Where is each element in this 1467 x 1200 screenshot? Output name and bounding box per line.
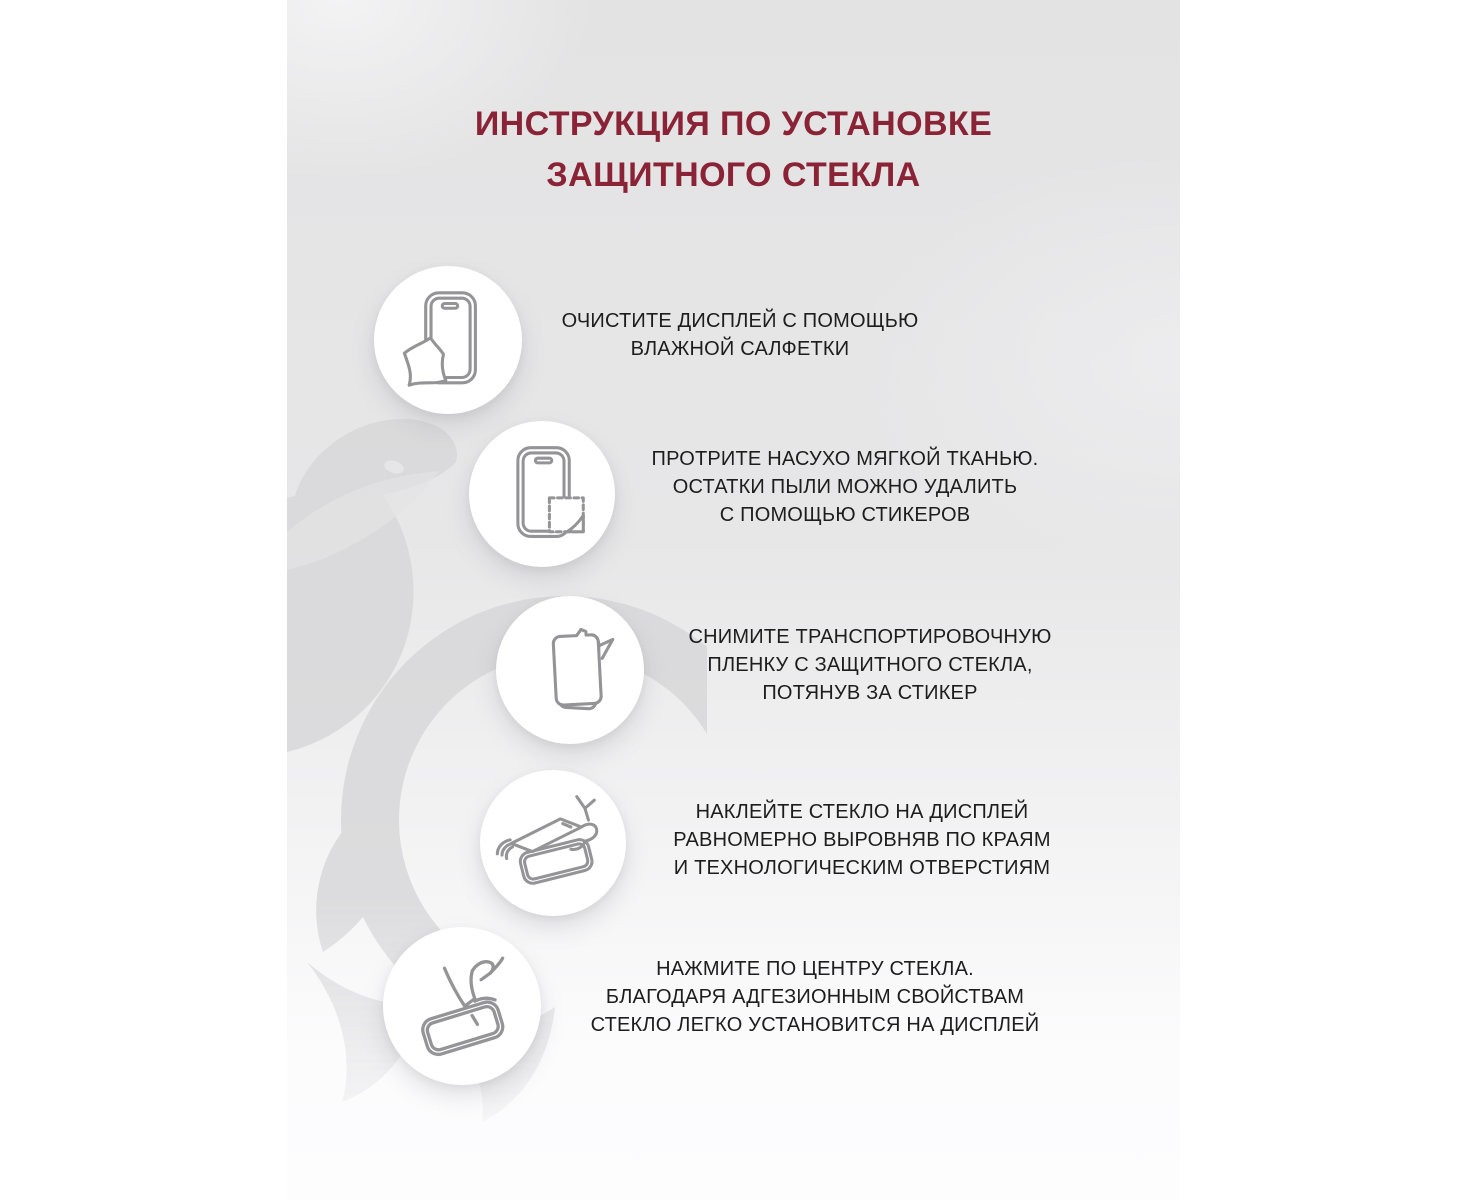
- step-5-line-3: СТЕКЛО ЛЕГКО УСТАНОВИТСЯ НА ДИСПЛЕЙ: [590, 1014, 1040, 1036]
- step-5-icon-circle: [383, 927, 541, 1085]
- page-title: [287, 99, 1180, 201]
- step-1-line-1: ОЧИСТИТЕ ДИСПЛЕЙ С ПОМОЩЬЮ: [561, 310, 919, 332]
- step-4-line-3: И ТЕХНОЛОГИЧЕСКИМ ОТВЕРСТИЯМ: [673, 857, 1051, 879]
- step-5-text: [565, 955, 1065, 1039]
- step-1-text: [520, 307, 960, 363]
- step-3-icon-circle: [496, 596, 644, 744]
- step-2-line-1: ПРОТРИТЕ НАСУХО МЯГКОЙ ТКАНЬЮ.: [651, 448, 1039, 470]
- step-3-line-2: ПЛЕНКУ С ЗАЩИТНОГО СТЕКЛА,: [707, 654, 1033, 676]
- align-glass-icon: [495, 785, 612, 902]
- step-4-icon-circle: [480, 770, 626, 916]
- step-3-line-1: СНИМИТЕ ТРАНСПОРТИРОВОЧНУЮ: [688, 626, 1052, 648]
- step-1-line-2: ВЛАЖНОЙ САЛФЕТКИ: [630, 338, 850, 360]
- step-2-text: [615, 445, 1075, 529]
- title-line-2: ЗАЩИТНОГО СТЕКЛА: [546, 156, 921, 194]
- press-center-icon: [399, 943, 525, 1069]
- step-4-line-2: РАВНОМЕРНО ВЫРОВНЯВ ПО КРАЯМ: [673, 829, 1051, 851]
- step-4-line-1: НАКЛЕЙТЕ СТЕКЛО НА ДИСПЛЕЙ: [695, 801, 1029, 823]
- phone-sticker-icon: [484, 436, 601, 553]
- step-5-line-2: БЛАГОДАРЯ АДГЕЗИОННЫМ СВОЙСТВАМ: [605, 986, 1025, 1008]
- step-2-line-2: ОСТАТКИ ПЫЛИ МОЖНО УДАЛИТЬ: [672, 476, 1018, 498]
- film-peel-icon: [511, 611, 629, 729]
- step-5-line-1: НАЖМИТЕ ПО ЦЕНТРУ СТЕКЛА.: [656, 958, 974, 980]
- step-3-line-3: ПОТЯНУВ ЗА СТИКЕР: [762, 682, 978, 704]
- title-line-1: ИНСТРУКЦИЯ ПО УСТАНОВКЕ: [474, 105, 993, 143]
- step-2-icon-circle: [469, 421, 615, 567]
- step-4-text: [632, 798, 1092, 882]
- phone-wipe-icon: [389, 281, 507, 399]
- step-1-icon-circle: [374, 266, 522, 414]
- instruction-poster: [287, 0, 1180, 1200]
- step-2-line-3: С ПОМОЩЬЮ СТИКЕРОВ: [719, 504, 971, 526]
- step-3-text: [650, 623, 1090, 707]
